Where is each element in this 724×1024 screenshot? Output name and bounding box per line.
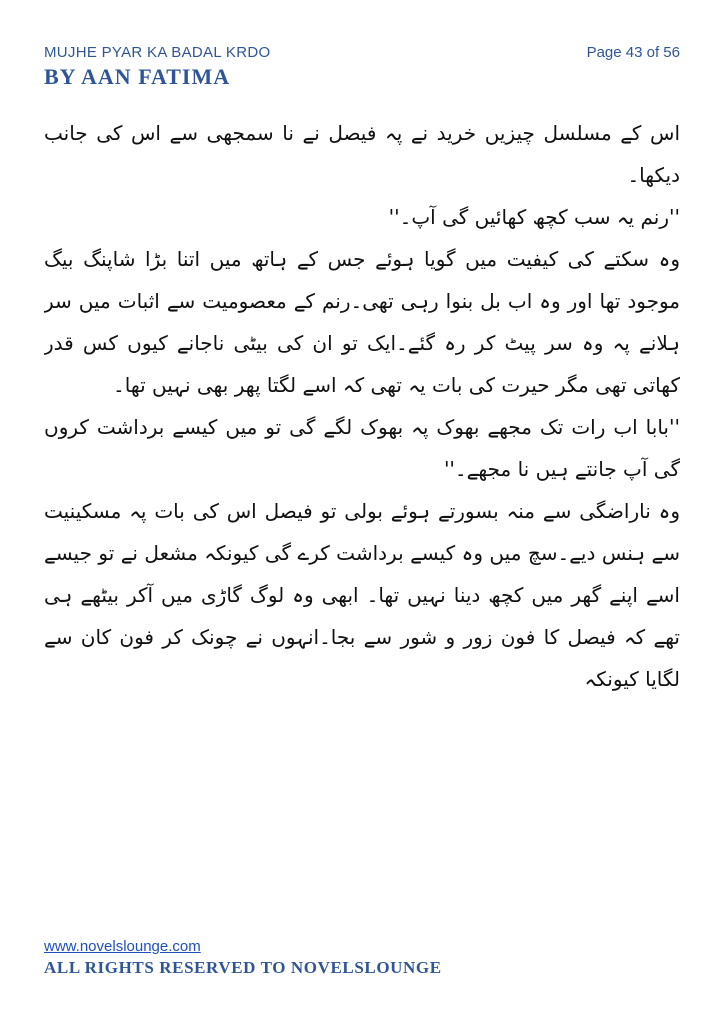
paragraph: اس کے مسلسل چیزیں خرید نے پہ فیصل نے نا سمجھی سے اس کی جانب دیکھا۔: [44, 121, 680, 187]
author-line: BY AAN FATIMA: [44, 64, 231, 89]
rights-notice: ALL RIGHTS RESERVED TO NOVELSLOUNGE: [44, 958, 442, 977]
page-number: Page 43 of 56: [586, 44, 680, 61]
paragraph: ''رنم یہ سب کچھ کھائیں گی آپ۔'': [388, 205, 680, 229]
paragraph: وہ سکتے کی کیفیت میں گویا ہوئے جس کے ہاتھ میں اتنا بڑا شاپنگ بیگ موجود تھا اور وہ اب بل بنوا رہی تھی۔رنم کے معصومیت سے اثبات میں سر ہلانے پہ وہ سر پیٹ کر رہ گئے۔ایک تو ان کی بیٹی ناجانے کیوں کس قدر کھاتی تھی مگر حیرت کی بات یہ تھی کہ اسے لگتا پھر بھی نہیں تھا۔: [44, 247, 680, 397]
novel-title: MUJHE PYAR KA BADAL KRDO: [44, 44, 271, 61]
paragraph: ''بابا اب رات تک مجھے بھوک پہ بھوک لگے گی تو میں کیسے برداشت کروں گی آپ جانتے ہیں نا مجھے۔'': [44, 415, 680, 481]
paragraph: وہ ناراضگی سے منہ بسورتے ہوئے بولی تو فیصل اس کی بات پہ مسکینیت سے ہنس دیے۔سچ میں وہ کیسے برداشت کرے گی کیونکہ مشعل نے تو جیسے اسے اپنے گھر میں کچھ دینا نہیں تھا۔ ابھی وہ لوگ گاڑی میں آکر بیٹھے ہی تھے کہ فیصل کا فون زور و شور سے بجا۔انہوں نے چونک کر فون کان سے لگایا کیونکہ: [44, 499, 680, 691]
novel-body: [44, 112, 680, 872]
website-link[interactable]: www.novelslounge.com: [44, 938, 201, 955]
